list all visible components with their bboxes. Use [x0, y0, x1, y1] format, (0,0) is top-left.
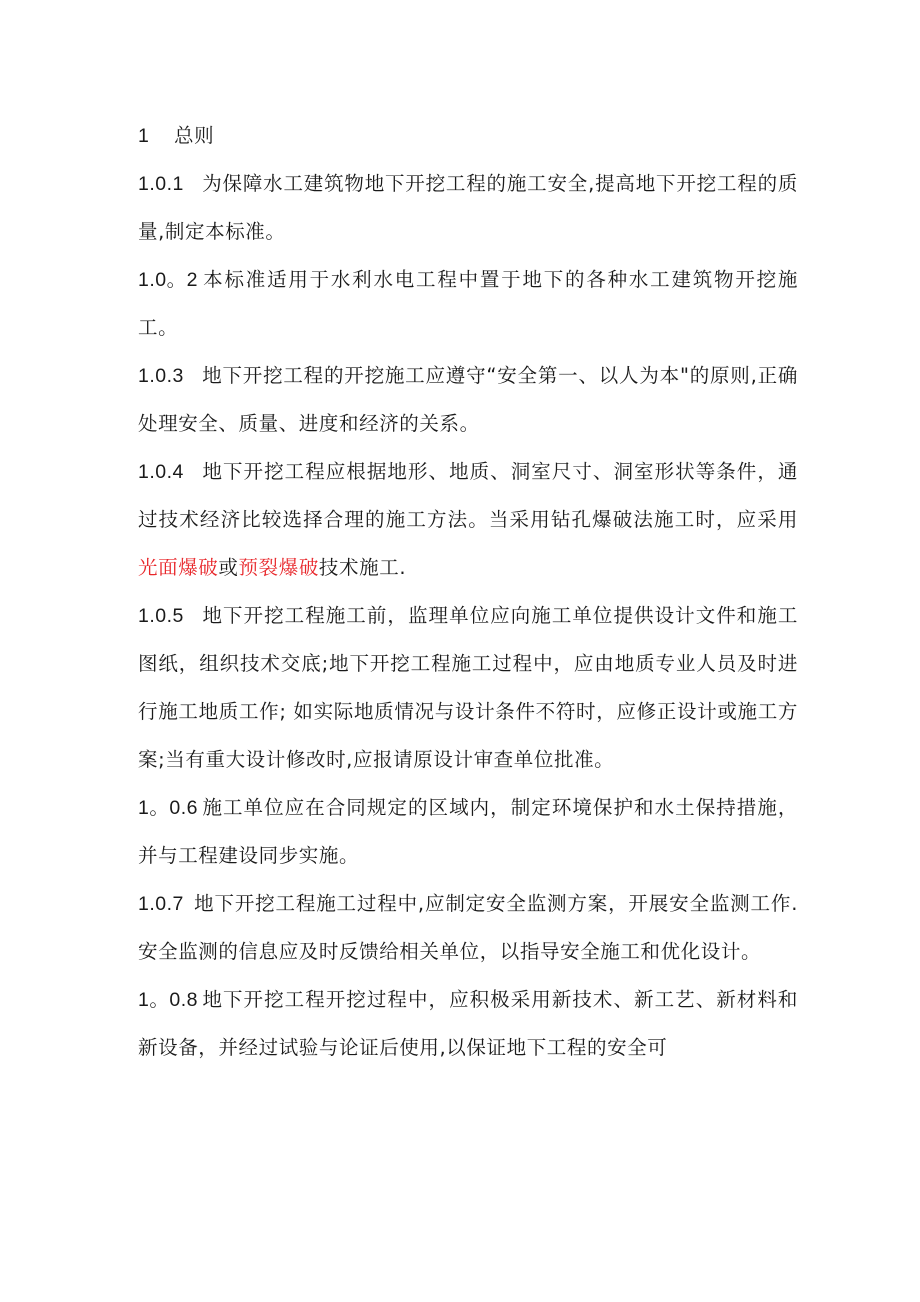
clause-text: 地下开挖工程施工前，监理单位应向施工单位提供设计文件和施工图纸，组织技术交底;地下开挖工程施工过程中，应由地质专业人员及时进行施工地质工作; 如实际地质情况与设计条件不符时，应修正设计或施工方案;当有重大设计修改时,应报请原设计审查单位批准。: [138, 604, 798, 771]
clause-1-0-3: [138, 352, 798, 448]
clause-number: 1。0.6: [138, 797, 198, 819]
clause-1-0-7: [138, 880, 798, 976]
clause-text-after: 技术施工.: [318, 556, 407, 579]
clause-text: 地下开挖工程的开挖施工应遵守“安全第一、以人为本"的原则,正确处理安全、质量、进度和经济的关系。: [138, 364, 798, 435]
section-heading: [138, 112, 798, 160]
clause-number: 1.0.3: [138, 365, 184, 387]
clause-1-0-2: [138, 256, 798, 352]
document-body: [138, 112, 798, 1072]
clause-1-0-5: [138, 592, 798, 784]
clause-1-0-4: [138, 448, 798, 592]
clause-1-0-6: [138, 784, 798, 880]
section-number: 1: [138, 125, 150, 147]
clause-1-0-8: [138, 976, 798, 1072]
clause-text-before: 地下开挖工程应根据地形、地质、洞室尺寸、洞室形状等条件，通过技术经济比较选择合理的施工方法。当采用钻孔爆破法施工时，应采用: [138, 460, 798, 531]
highlight-presplit-blasting: 预裂爆破: [238, 556, 319, 579]
highlight-smooth-blasting: 光面爆破: [138, 556, 219, 579]
clause-number: 1.0.5: [138, 605, 184, 627]
clause-text: 地下开挖工程开挖过程中，应积极采用新技术、新工艺、新材料和新设备，并经过试验与论证后使用,以保证地下工程的安全可: [138, 988, 798, 1059]
section-title: 总则: [174, 124, 215, 147]
clause-number: 1.0.1: [138, 173, 184, 195]
clause-number: 1.0.4: [138, 461, 184, 483]
clause-number: 1.0.7: [138, 893, 184, 915]
clause-text: 地下开挖工程施工过程中,应制定安全监测方案，开展安全监测工作.安全监测的信息应及时反馈给相关单位，以指导安全施工和优化设计。: [138, 892, 798, 963]
clause-1-0-1: [138, 160, 798, 256]
clause-number: 1。0.8: [138, 989, 198, 1011]
clause-text: 本标准适用于水利水电工程中置于地下的各种水工建筑物开挖施工。: [138, 268, 798, 339]
clause-text: 施工单位应在合同规定的区域内，制定环境保护和水土保持措施，并与工程建设同步实施。: [138, 796, 798, 867]
clause-text: 为保障水工建筑物地下开挖工程的施工安全,提高地下开挖工程的质量,制定本标准。: [138, 172, 798, 243]
clause-text-mid: 或: [218, 556, 239, 579]
clause-number: 1.0。2: [138, 269, 198, 291]
